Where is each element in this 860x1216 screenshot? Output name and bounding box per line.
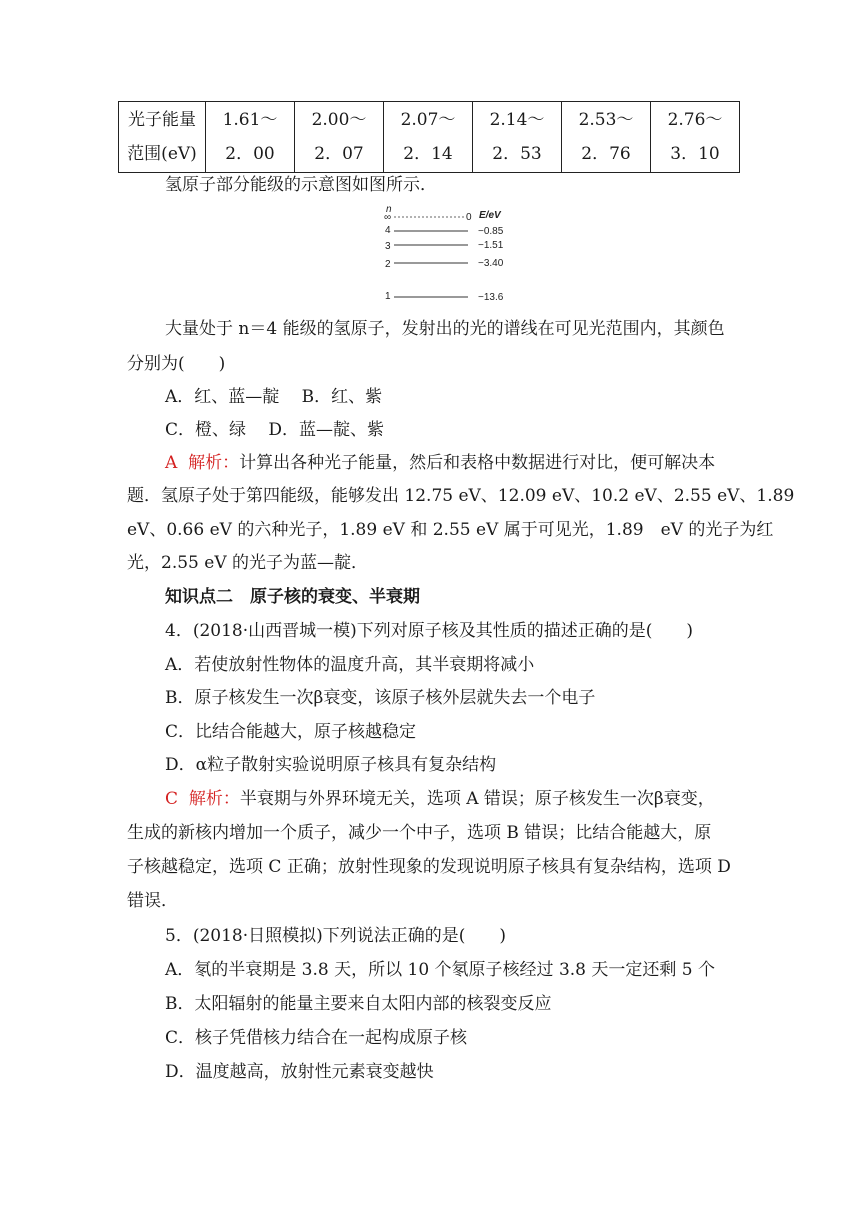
q4-option-d: D．α粒子散射实验说明原子核具有复杂结构 [165,755,497,775]
range-end: 2．14 [403,144,453,164]
table-cell [562,102,651,173]
q3-stem-line2: 分别为( ) [127,354,226,374]
table-cell [295,102,384,173]
q4-explanation-line2: 生成的新核内增加一个质子，减少一个中子，选项 B 错误；比结合能越大，原 [127,823,712,843]
table-header-line1: 光子能量 [128,110,196,130]
q3-explanation-line1 [165,452,715,474]
q3-options-ab: A．红、蓝—靛 B．红、紫 [165,387,383,407]
q3-explanation-line3: eV、0.66 eV 的六种光子，1.89 eV 和 2.55 eV 属于可见光，1.89 eV 的光子为红 [127,520,774,540]
level-e-3: −1.51 [478,240,504,251]
energy-level-diagram [352,200,512,310]
range-start: 2.07～ [400,110,456,130]
range-end: 2．07 [314,144,364,164]
q3-exp1: 计算出各种光子能量，然后和表格中数据进行对比，便可解决本 [239,453,716,473]
section-heading: 知识点二 原子核的衰变、半衰期 [165,587,420,607]
range-start: 1.61～ [222,110,278,130]
table-cell [206,102,295,173]
range-start: 2.53～ [578,110,634,130]
q4-answer: C [165,789,179,809]
table-cell [473,102,562,173]
level-n-1: 1 [385,291,391,302]
level-e-2: −3.40 [478,258,504,269]
range-end: 2．76 [581,144,631,164]
q4-stem: 4．(2018·山西晋城一模)下列对原子核及其性质的描述正确的是( ) [165,621,694,641]
photon-energy-table [118,101,740,173]
q3-analysis-label: 解析： [188,453,240,473]
table-cell [651,102,740,173]
q3-explanation-line4: 光，2.55 eV 的光子为蓝—靛． [127,553,368,573]
range-end: 2．53 [492,144,542,164]
table-header-line2: 范围(eV) [127,144,197,164]
range-start: 2.00～ [311,110,367,130]
range-end: 2．00 [225,144,275,164]
q4-option-b: B．原子核发生一次β衰变，该原子核外层就失去一个电子 [165,688,596,708]
q4-explanation-line1 [165,788,715,810]
q5-option-c: C．核子凭借核力结合在一起构成原子核 [165,1028,468,1048]
level-n-4: 4 [385,225,391,236]
q4-exp1: 半衰期与外界环境无关，选项 A 错误；原子核发生一次β衰变， [239,789,715,809]
q3-stem-line1: 大量处于 n＝4 能级的氢原子，发射出的光的谱线在可见光范围内，其颜色 [165,319,725,339]
level-n-2: 2 [385,259,391,270]
q5-option-a: A．氡的半衰期是 3.8 天，所以 10 个氡原子核经过 3.8 天一定还剩 5 个 [165,960,716,980]
q5-option-d: D．温度越高，放射性元素衰变越快 [165,1062,434,1082]
range-start: 2.14～ [489,110,545,130]
table-cell [384,102,473,173]
q4-option-a: A．若使放射性物体的温度升高，其半衰期将减小 [165,655,535,675]
q3-answer: A [165,453,178,473]
level-e-4: −0.85 [478,226,504,237]
n-axis-label: n [386,204,392,215]
level-n-3: 3 [385,241,391,252]
q5-stem: 5．(2018·日照模拟)下列说法正确的是( ) [165,926,507,946]
q3-options-cd: C．橙、绿 D．蓝—靛、紫 [165,420,385,440]
q4-explanation-line3: 子核越稳定，选项 C 正确；放射性现象的发现说明原子核具有复杂结构，选项 D [127,857,731,877]
level-n-infinity: ∞ [384,212,392,223]
level-e-1: −13.6 [478,292,504,303]
energy-axis-label: E/eV [479,210,501,221]
q3-explanation-line2: 题．氢原子处于第四能级，能够发出 12.75 eV、12.09 eV、10.2 eV、2.55 eV、1.89 [127,486,795,506]
q4-explanation-line4: 错误． [127,891,178,911]
level-e-infinity: 0 [466,212,472,223]
q4-option-c: C．比结合能越大，原子核越稳定 [165,722,417,742]
range-start: 2.76～ [667,110,723,130]
table-header-cell [119,102,206,173]
q4-analysis-label: 解析： [188,789,240,809]
range-end: 3．10 [670,144,720,164]
diagram-intro: 氢原子部分能级的示意图如图所示． [165,175,437,195]
q5-option-b: B．太阳辐射的能量主要来自太阳内部的核裂变反应 [165,994,552,1014]
